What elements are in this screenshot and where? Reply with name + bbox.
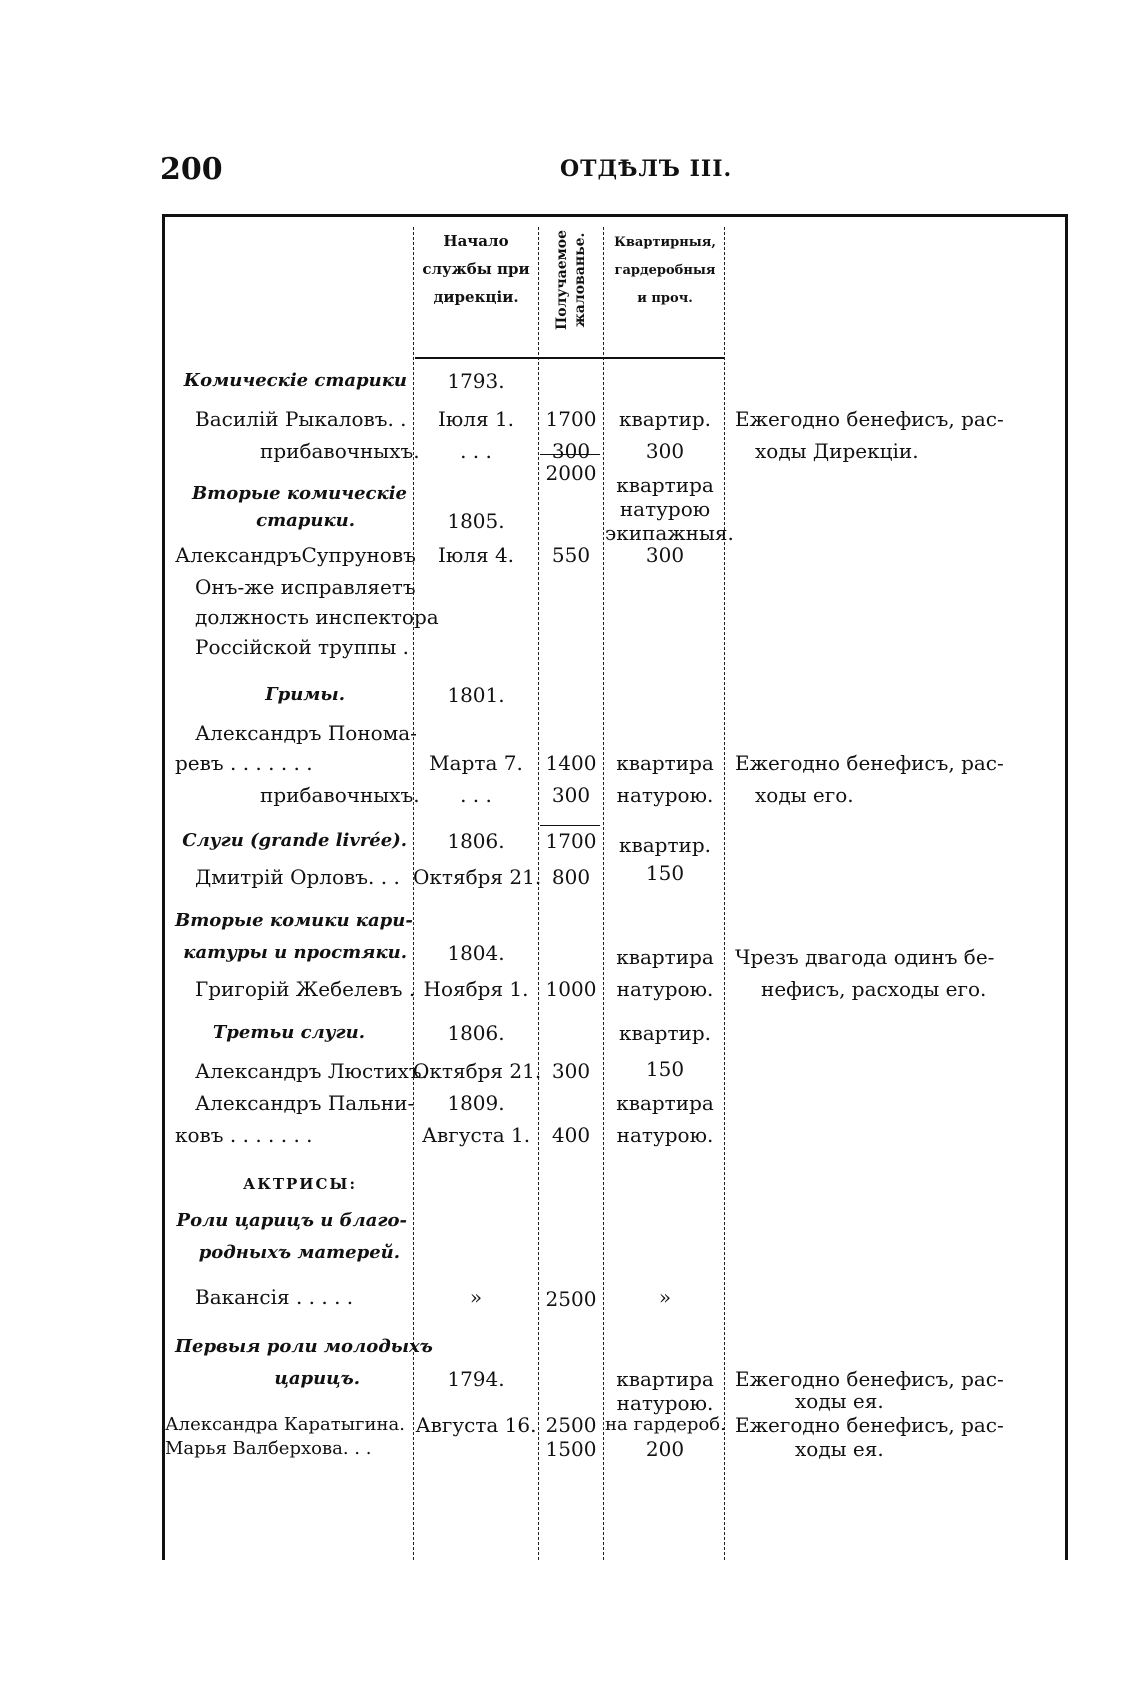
- name-cell: Дмитрій Орловъ. . .: [195, 865, 400, 889]
- allowance-cell: квартира: [616, 1091, 714, 1115]
- allowance-cell: натурою.: [616, 1391, 714, 1415]
- name-cell: АлександръСупруновъ: [175, 543, 416, 567]
- name-cell: Григорій Жебелевъ .: [195, 977, 416, 1001]
- salary-cell: 1400: [545, 751, 597, 775]
- salary-cell: 1700: [545, 407, 597, 431]
- allowance-cell: квартира: [616, 945, 714, 969]
- allowance-cell: квартир.: [618, 407, 712, 431]
- allowance-cell: квартира: [616, 1367, 714, 1391]
- category-label: Комическіе старики: [183, 370, 407, 391]
- category-label: катуры и простяки.: [183, 942, 407, 963]
- name-cell: ковъ . . . . . . .: [175, 1123, 313, 1147]
- salary-cell: 2500: [545, 1287, 597, 1311]
- allowance-cell: 300: [645, 439, 685, 463]
- category-label: Слуги (grande livrée).: [182, 830, 407, 851]
- salary-cell: 300: [551, 1059, 591, 1083]
- start-cell: »: [469, 1285, 483, 1309]
- name-cell: Александръ Понома-: [195, 721, 417, 745]
- note-cell: Ежегодно бенефисъ, рас-: [735, 407, 1004, 431]
- start-cell: . . .: [460, 783, 492, 807]
- name-cell: Александра Каратыгина.: [165, 1414, 405, 1435]
- allowance-cell: натурою.: [616, 1123, 714, 1147]
- col-separator: [413, 227, 414, 1560]
- allowance-cell: 300: [645, 543, 685, 567]
- note-cell: ходы ея.: [795, 1389, 884, 1413]
- start-cell: 1804.: [447, 941, 505, 965]
- start-cell: 1809.: [447, 1091, 505, 1115]
- allowance-cell: на гардероб.: [605, 1414, 726, 1435]
- name-cell: ревъ . . . . . . .: [175, 751, 313, 775]
- category-label: Третьи слуги.: [212, 1022, 365, 1043]
- allowance-cell: квартира: [616, 751, 714, 775]
- allowance-cell: натурою: [619, 497, 711, 521]
- header-rule: [415, 357, 724, 359]
- start-cell: Октября 21.: [413, 1059, 542, 1083]
- category-label: Вторые комическіе: [191, 483, 407, 504]
- note-cell: нефисъ, расходы его.: [761, 977, 987, 1001]
- start-cell: 1794.: [447, 1367, 505, 1391]
- name-cell: должность инспектора: [195, 605, 439, 629]
- allowance-cell: 150: [645, 861, 685, 885]
- allowance-cell: натурою.: [616, 977, 714, 1001]
- salary-total: 2000: [545, 461, 597, 485]
- name-cell: Александръ Пальни-: [195, 1091, 415, 1115]
- start-cell: . . .: [460, 439, 492, 463]
- allowance-cell: квартира: [616, 473, 714, 497]
- note-cell: Ежегодно бенефисъ, рас-: [735, 751, 1004, 775]
- start-cell: 1793.: [447, 369, 505, 393]
- name-cell: Вакансія . . . . .: [195, 1285, 354, 1309]
- note-cell: Чрезъ двагода одинъ бе-: [735, 945, 995, 969]
- note-cell: ходы ея.: [795, 1437, 884, 1461]
- salary-cell: 300: [551, 783, 591, 807]
- page-header: [160, 152, 1070, 192]
- category-label: Вторые комики кари-: [175, 910, 413, 931]
- name-cell: Александръ Люстихъ.: [195, 1059, 428, 1083]
- table-frame: [162, 214, 1068, 1560]
- category-label: Первыя роли молодыхъ: [175, 1336, 433, 1357]
- name-cell: Онъ-же исправляетъ: [195, 575, 416, 599]
- col-header-start: Начало службы при дирекціи.: [422, 232, 530, 306]
- category-label: Гримы.: [265, 684, 345, 705]
- start-cell: Марта 7.: [429, 751, 523, 775]
- start-cell: Августа 1.: [421, 1123, 531, 1147]
- name-cell: Марья Валберхова. . .: [165, 1438, 372, 1459]
- name-cell: прибавочныхъ.: [260, 783, 420, 807]
- page-number: 200: [160, 152, 223, 187]
- col-header-allowances: Квартирныя, гардеробныя и проч.: [614, 235, 716, 306]
- col-header-salary: Получаемое жалованье.: [554, 229, 588, 331]
- start-cell: 1805.: [447, 509, 505, 533]
- sum-rule: [540, 825, 600, 826]
- col-separator: [603, 227, 604, 1560]
- note-cell: Ежегодно бенефисъ, рас-: [735, 1413, 1004, 1437]
- name-cell: прибавочныхъ.: [260, 439, 420, 463]
- salary-cell: 1500: [545, 1437, 597, 1461]
- start-cell: Ноября 1.: [423, 977, 529, 1001]
- category-label: родныхъ матерей.: [198, 1242, 400, 1263]
- start-cell: 1801.: [447, 683, 505, 707]
- salary-cell: 800: [551, 865, 591, 889]
- category-label: старики.: [256, 510, 355, 531]
- allowance-cell: квартир.: [618, 833, 712, 857]
- allowance-cell: 150: [645, 1057, 685, 1081]
- salary-cell: 550: [551, 543, 591, 567]
- start-cell: Іюля 1.: [437, 407, 515, 431]
- start-cell: Іюля 4.: [437, 543, 515, 567]
- allowance-cell: квартир.: [618, 1021, 712, 1045]
- category-label: Роли царицъ и благо-: [176, 1210, 407, 1231]
- start-cell: Августа 16.: [415, 1413, 537, 1437]
- start-cell: 1806.: [447, 829, 505, 853]
- start-cell: Октября 21.: [413, 865, 542, 889]
- note-cell: ходы Дирекціи.: [755, 439, 919, 463]
- salary-cell: 300: [551, 439, 591, 463]
- start-cell: 1806.: [447, 1021, 505, 1045]
- category-label: царицъ.: [274, 1368, 360, 1389]
- salary-total: 1700: [545, 829, 597, 853]
- allowance-cell: натурою.: [616, 783, 714, 807]
- salary-cell: 1000: [545, 977, 597, 1001]
- allowance-cell: экипажныя.: [605, 521, 734, 545]
- note-cell: Ежегодно бенефисъ, рас-: [735, 1367, 1004, 1391]
- allowance-cell: »: [658, 1285, 672, 1309]
- name-cell: Василій Рыкаловъ. .: [195, 407, 407, 431]
- allowance-cell: 200: [645, 1437, 685, 1461]
- salary-cell: 2500: [545, 1413, 597, 1437]
- subsection-heading: АКТРИСЫ:: [243, 1175, 357, 1193]
- salary-cell: 400: [551, 1123, 591, 1147]
- section-title: ОТДѢЛЪ III.: [560, 156, 733, 182]
- note-cell: ходы его.: [755, 783, 854, 807]
- name-cell: Россійской труппы .: [195, 635, 409, 659]
